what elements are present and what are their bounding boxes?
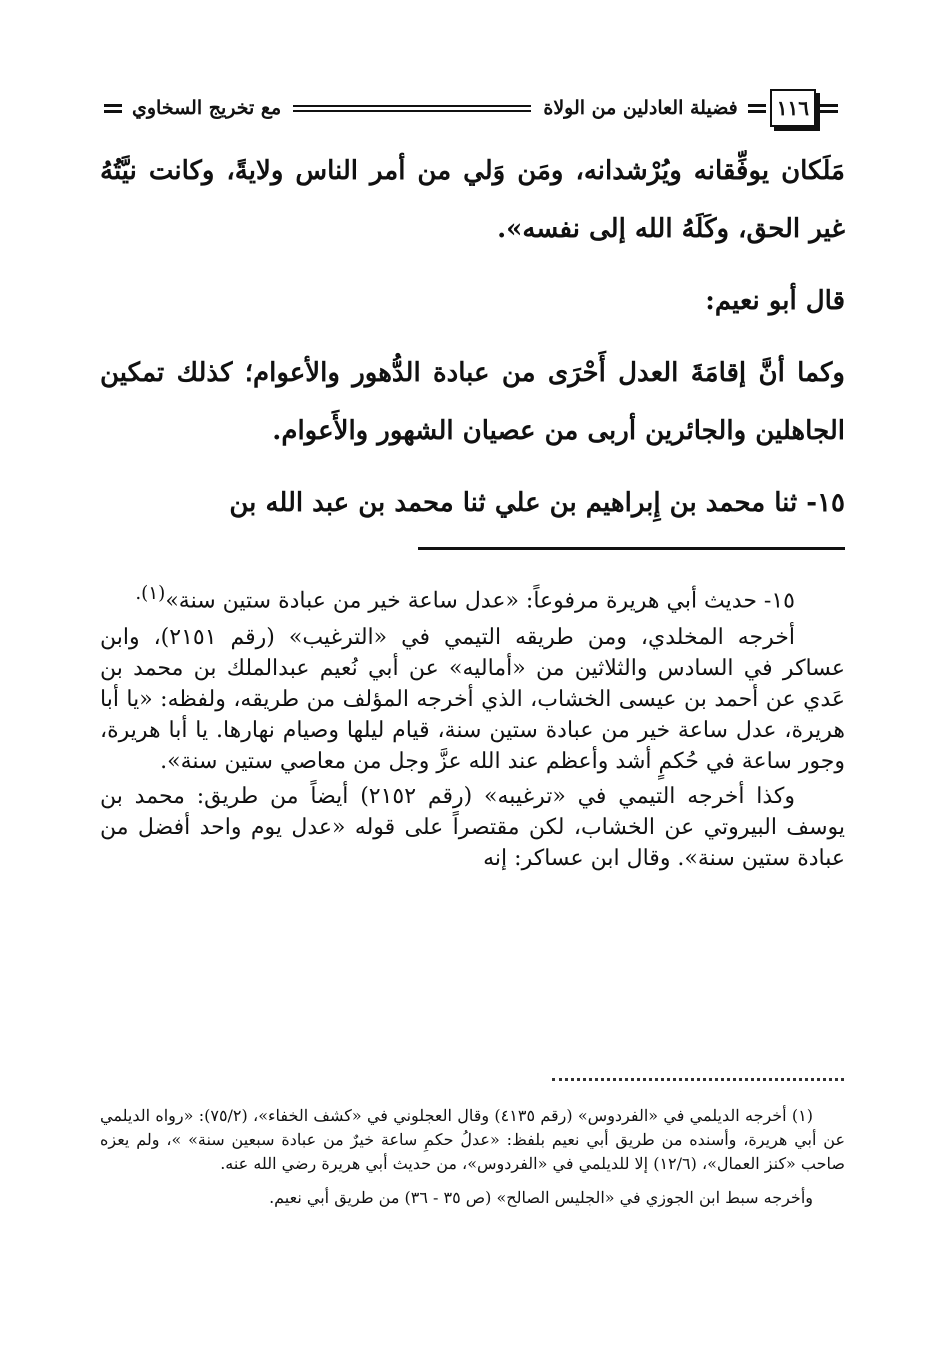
footnote: (١) أخرجه الديلمي في «الفردوس» (رقم ٤١٣٥) وقال العجلوني في «كشف الخفاء»، (٧٥/٢): «رواه الديلمي عن أبي هريرة، وأسنده من طريق أبي نعيم بلفظ: «عدلُ حكمِ ساعة خيرٌ من عبادة سبعين سنة» »، ولم يعزه صاحب «كنز العمال»، (١٢/٦) إلا للديلمي في «الفردوس»، من حديث أبي هريرة رضي الله عنه. xyxy=(100,1106,845,1173)
hadith-chain: ١٥- ثنا محمد بن إِبراهيم بن علي ثنا محمد بن عبد الله بن xyxy=(229,488,845,518)
commentary-paragraph: أخرجه المخلدي، ومن طريقه التيمي في «الترغيب» (رقم ٢١٥١)، وابن عساكر في السادس والثلاثين من «أماليه» عن أبي نُعيم عبدالملك بن محمد بن عَدي عن أحمد بن عيسى الخشاب، الذي أخرجه المؤلف من طريقه، ولفظه: «يا أبا هريرة، عدل ساعة خير من عبادة ستين سنة، قيام ليلها وصيام نهارها. يا أبا هريرة، وجور ساعة في حُكمٍ أشد وأعظم عند الله عزَّ وجل من معاصي ستين سنة». xyxy=(100,625,845,775)
running-header xyxy=(100,86,842,130)
page-number: ١١٦ xyxy=(770,89,816,127)
header-ornament-right xyxy=(820,104,838,113)
header-title: فضيلة العادلين من الولاة xyxy=(543,97,738,119)
narrator-heading: قال أبو نعيم: xyxy=(705,286,845,316)
commentary xyxy=(100,578,845,878)
main-paragraph: وكما أنَّ إقامَةَ العدل أَحْرَى من عبادة الدُّهور والأعوام؛ كذلك تمكين الجاهلين والجائرين أربى من عصيان الشهور والأَعوام. xyxy=(100,358,845,446)
main-paragraph: مَلَكان يوفِّقانه ويُرْشدانه، ومَن وَلي من أمر الناس ولايةً، وكانت نيَّتُهُ غير الحق، وكَلَهُ الله إلى نفسه». xyxy=(100,156,845,244)
header-subtitle: مع تخريج السخاوي xyxy=(132,97,282,119)
commentary-paragraph: وكذا أخرجه التيمي في «ترغيبه» (رقم ٢١٥٢) أيضاً من طريق: محمد بن يوسف البيروتي عن الخشاب، لكن مقتصراً على قوله «عدل يوم واحد أفضل من عبادة ستين سنة». وقال ابن عساكر: إنه xyxy=(100,784,845,872)
footnotes xyxy=(100,1104,845,1210)
header-ornament-left xyxy=(104,104,122,113)
header-ornament xyxy=(748,104,766,113)
header-rule xyxy=(293,105,531,112)
main-text xyxy=(100,142,845,532)
footnote-separator xyxy=(552,1078,844,1085)
commentary-paragraph xyxy=(100,578,845,616)
section-separator xyxy=(418,547,845,550)
commentary-text: ١٥- حديث أبي هريرة مرفوعاً: «عدل ساعة خير من عبادة ستين سنة» xyxy=(165,588,795,614)
footnote-marker: (١). xyxy=(135,583,166,604)
footnote: وأخرجه سبط ابن الجوزي في «الجليس الصالح» (ص ٣٥ - ٣٦) من طريق أبي نعيم. xyxy=(269,1188,813,1207)
